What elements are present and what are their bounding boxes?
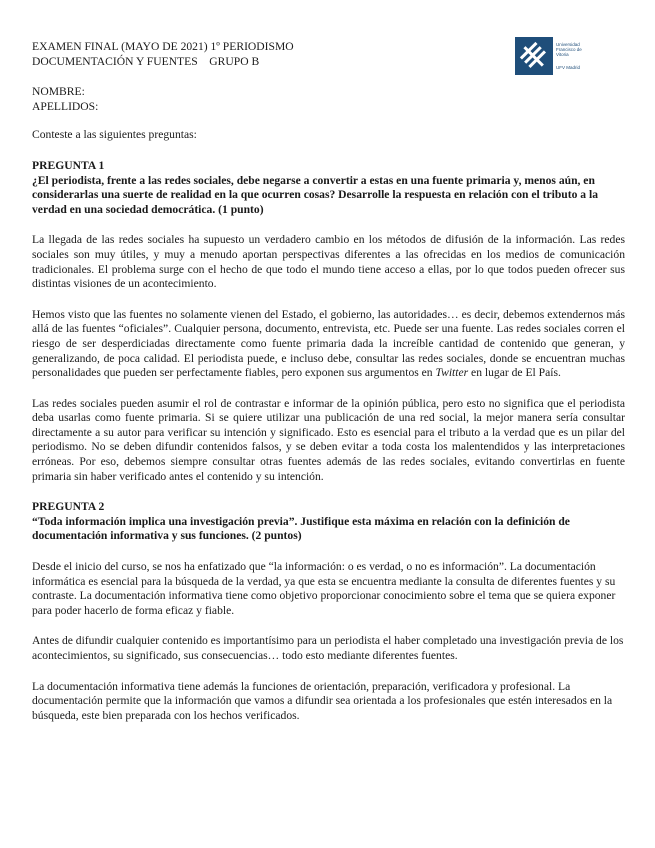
instructions: Conteste a las siguientes preguntas: bbox=[32, 128, 197, 142]
exam-header-line2: DOCUMENTACIÓN Y FUENTES GRUPO B bbox=[32, 54, 260, 68]
answer-1-paragraph-1: La llegada de las redes sociales ha supuesto un verdadero cambio en los métodos de difusión de la información. Las redes sociales son muy útiles, y muy a menudo aportan perspectivas diferentes a las ofrecidas en los medios de comunicación tradicionales. El problema surge con el hecho de que todo el mundo tiene acceso a ellas, por lo que todos pueden ofrecer sus distintas visiones de un acontecimiento. bbox=[32, 233, 625, 291]
answer-2-paragraph-2: Antes de difundir cualquier contenido es importantísimo para un periodista el haber completado una investigación previa de los acontecimientos, su significado, sus consecuencias… todo esto mediante diferentes fuentes. bbox=[32, 634, 624, 662]
answer-1-paragraph-2-italic: Twitter bbox=[435, 366, 469, 380]
logo-text-line1: Universidad bbox=[556, 42, 580, 47]
logo-text-line3: Vitoria bbox=[556, 52, 569, 57]
logo-text-line4: UFV Madrid bbox=[556, 65, 581, 70]
exam-document bbox=[32, 40, 625, 723]
answer-1-paragraph-3: Las redes sociales pueden asumir el rol de contrastar e informar de la opinión pública, pero esto no significa que el periodista deba usarlas como fuente primaria. Si se quiere utilizar una publicación de una red social, la mejor manera sería consultar directamente a su autor para verificar su intención y significado. Esto es esencial para el tributo a la verdad que es un pilar del periodismo. No se deben difundir contenidos falsos, y se deben evitar a toda costa los malentendidos y las interpretaciones erróneas. Por eso, debemos siempre consultar otras fuentes además de las redes sociales, evitando convertirlas en fuente primaria sin haber verificado antes el contenido y su intención. bbox=[32, 396, 625, 483]
answer-2-paragraph-1: Desde el inicio del curso, se nos ha enfatizado que “la información: o es verdad, o no es información”. La documentación informática es esencial para la búsqueda de la verdad, ya que esta se encuentra mediante la consulta de diferentes fuentes y su contraste. La documentación informativa tiene como objetivo proporcionar conocimiento sobre el tema que se quiera exponer para poder hacerlo de forma eficaz y fiable. bbox=[32, 560, 616, 617]
answer-1-paragraph-2-text: Hemos visto que las fuentes no solamente vienen del Estado, el gobierno, las autoridades… es decir, debemos extendernos más allá de las fuentes “oficiales”. Cualquier persona, documento, entrevista, etc. Puede ser una fuente. Las redes sociales corren el riesgo de ser desperdiciadas directamente como fuente primaria dada la increíble cantidad de contenido que generan, y generalizando, de poca calidad. El periodista puede, e incluso debe, consultar las redes sociales, donde se encuentran muchas personalidades que pueden ser perfectamente fiables, pero exponen sus argumentos en bbox=[32, 307, 625, 380]
question-1-title: PREGUNTA 1 bbox=[32, 158, 105, 172]
question-2-title: PREGUNTA 2 bbox=[32, 500, 105, 514]
logo-text-line2: Francisco de bbox=[556, 47, 582, 52]
answer-2-paragraph-3: La documentación informativa tiene además la funciones de orientación, preparación, verificadora y profesional. La documentación permite que la información que vamos a difundir sea orientada a los profesionales que estén interesados en la búsqueda, este bien preparada con los hechos verificados. bbox=[32, 679, 613, 722]
answer-1-paragraph-2 bbox=[32, 308, 625, 381]
field-nombre: NOMBRE: bbox=[32, 85, 85, 99]
exam-header-line1: EXAMEN FINAL (MAYO DE 2021) 1º PERIODISMO bbox=[32, 40, 294, 53]
question-1-prompt: ¿El periodista, frente a las redes sociales, debe negarse a convertir a estas en una fuente primaria y, menos aún, en considerarlas una suerte de realidad en la que ocurren cosas? Desarrolle la respuesta en relación con el tributo a la verdad en una sociedad democrática. (1 punto) bbox=[32, 173, 599, 216]
answer-1-paragraph-2-end: en lugar de El País. bbox=[468, 366, 561, 380]
question-2-prompt: “Toda información implica una investigación previa”. Justifique esta máxima en relación con la definición de documentación informativa y sus funciones. (2 puntos) bbox=[32, 514, 570, 543]
field-apellidos: APELLIDOS: bbox=[32, 99, 99, 113]
